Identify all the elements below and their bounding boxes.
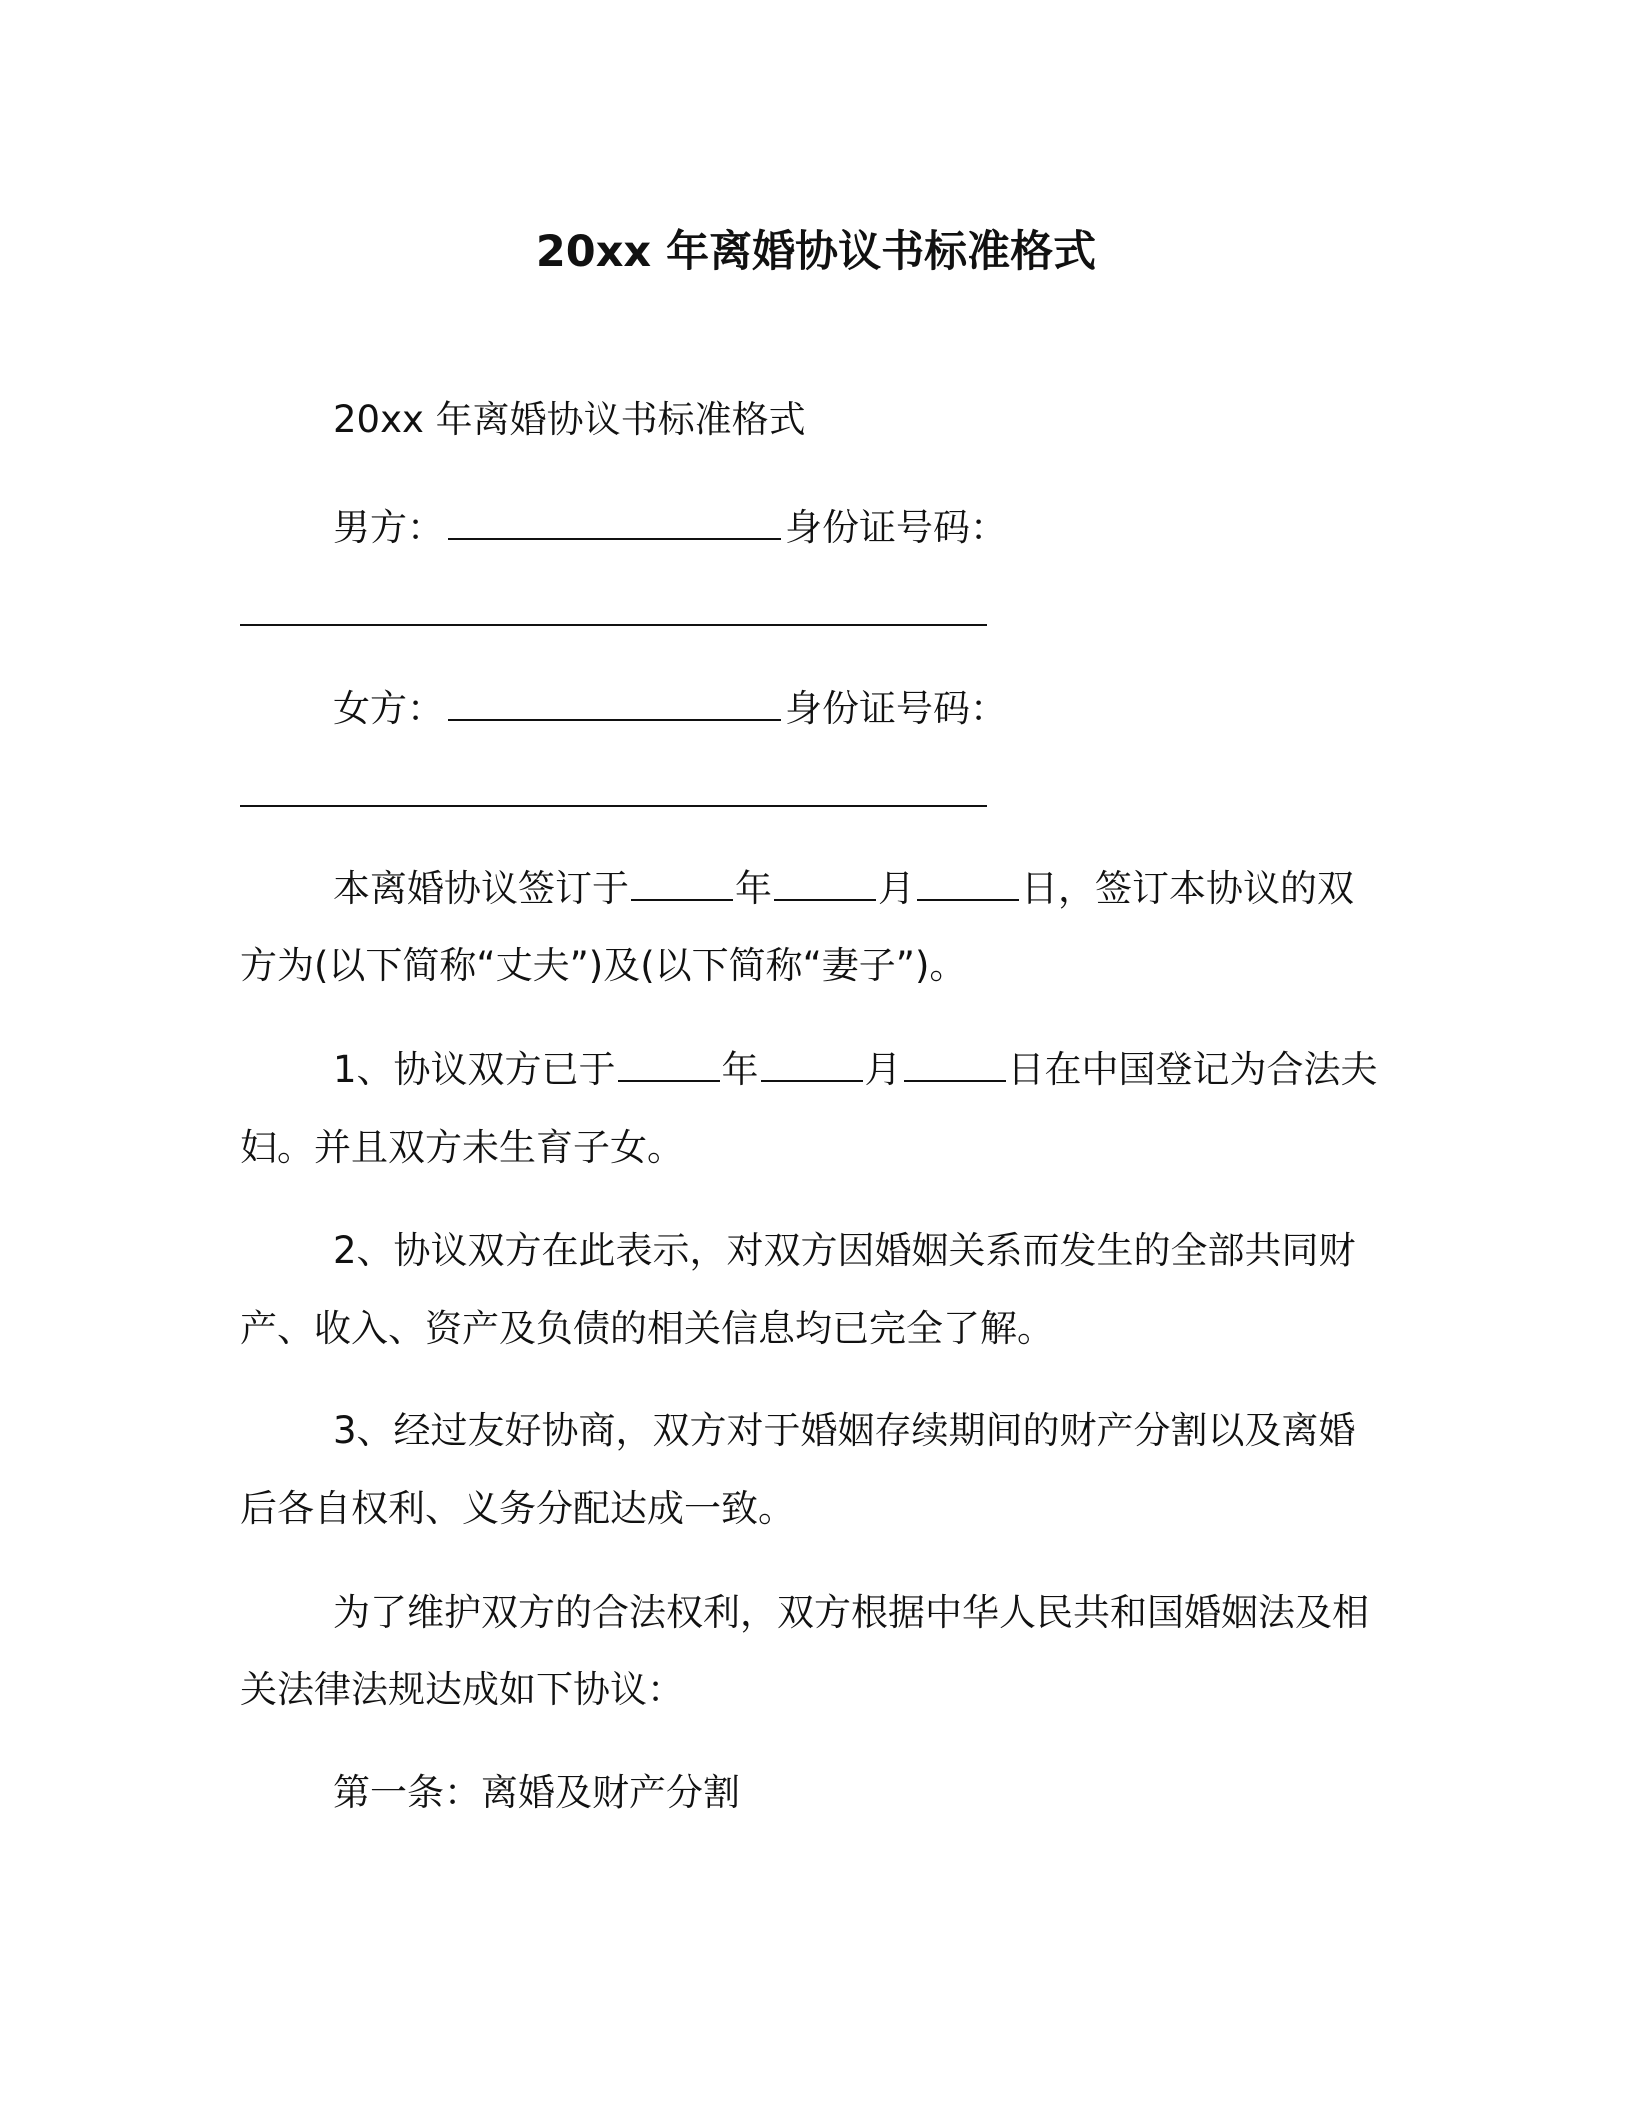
male-label: 男方： (333, 506, 444, 549)
intro-line-1 (333, 863, 1354, 915)
intro-text-1: 本离婚协议签订于 (333, 867, 629, 910)
clause-2-line-2: 产、收入、资产及负债的相关信息均已完全了解。 (240, 1307, 1054, 1350)
female-label: 女方： (333, 687, 444, 730)
intro-month-blank[interactable] (774, 867, 876, 901)
clause-1-day-blank[interactable] (904, 1048, 1006, 1082)
intro-day-blank[interactable] (917, 867, 1019, 901)
clause-1-text-1: 1、协议双方已于 (333, 1048, 616, 1091)
clause-1-year-label: 年 (721, 1048, 759, 1091)
female-id-blank[interactable] (240, 805, 987, 807)
clause-1-month-blank[interactable] (761, 1048, 863, 1082)
clause-1-month-label: 月 (864, 1048, 902, 1091)
male-name-blank[interactable] (448, 506, 781, 540)
purpose-line-1: 为了维护双方的合法权利，双方根据中华人民共和国婚姻法及相 (333, 1591, 1369, 1634)
clause-1-year-blank[interactable] (618, 1048, 720, 1082)
intro-month-label: 月 (878, 867, 915, 910)
clause-2-line-1: 2、协议双方在此表示，对双方因婚姻关系而发生的全部共同财 (333, 1229, 1356, 1272)
clause-1-text-2: 日在中国登记为合法夫 (1007, 1048, 1378, 1091)
female-name-blank[interactable] (448, 687, 781, 721)
male-id-blank[interactable] (240, 624, 987, 626)
intro-year-label: 年 (735, 867, 772, 910)
female-id-label: 身份证号码： (785, 687, 1007, 730)
document-title: 20xx 年离婚协议书标准格式 (535, 227, 1097, 277)
purpose-line-2: 关法律法规达成如下协议： (240, 1668, 684, 1711)
male-id-label: 身份证号码： (785, 506, 1007, 549)
clause-3-line-2: 后各自权利、义务分配达成一致。 (240, 1487, 795, 1530)
clause-1-line-1 (333, 1044, 1378, 1096)
document-subtitle: 20xx 年离婚协议书标准格式 (333, 398, 806, 441)
intro-year-blank[interactable] (631, 867, 733, 901)
intro-line-2: 方为(以下简称“丈夫”)及(以下简称“妻子”)。 (240, 944, 967, 987)
clause-1-line-2: 妇。并且双方未生育子女。 (240, 1126, 684, 1169)
male-party-line (333, 502, 1007, 554)
article-1-heading: 第一条：离婚及财产分割 (333, 1771, 740, 1814)
intro-text-2: 日，签订本协议的双 (1021, 867, 1354, 910)
female-party-line (333, 683, 1007, 735)
clause-3-line-1: 3、经过友好协商，双方对于婚姻存续期间的财产分割以及离婚 (333, 1409, 1356, 1452)
